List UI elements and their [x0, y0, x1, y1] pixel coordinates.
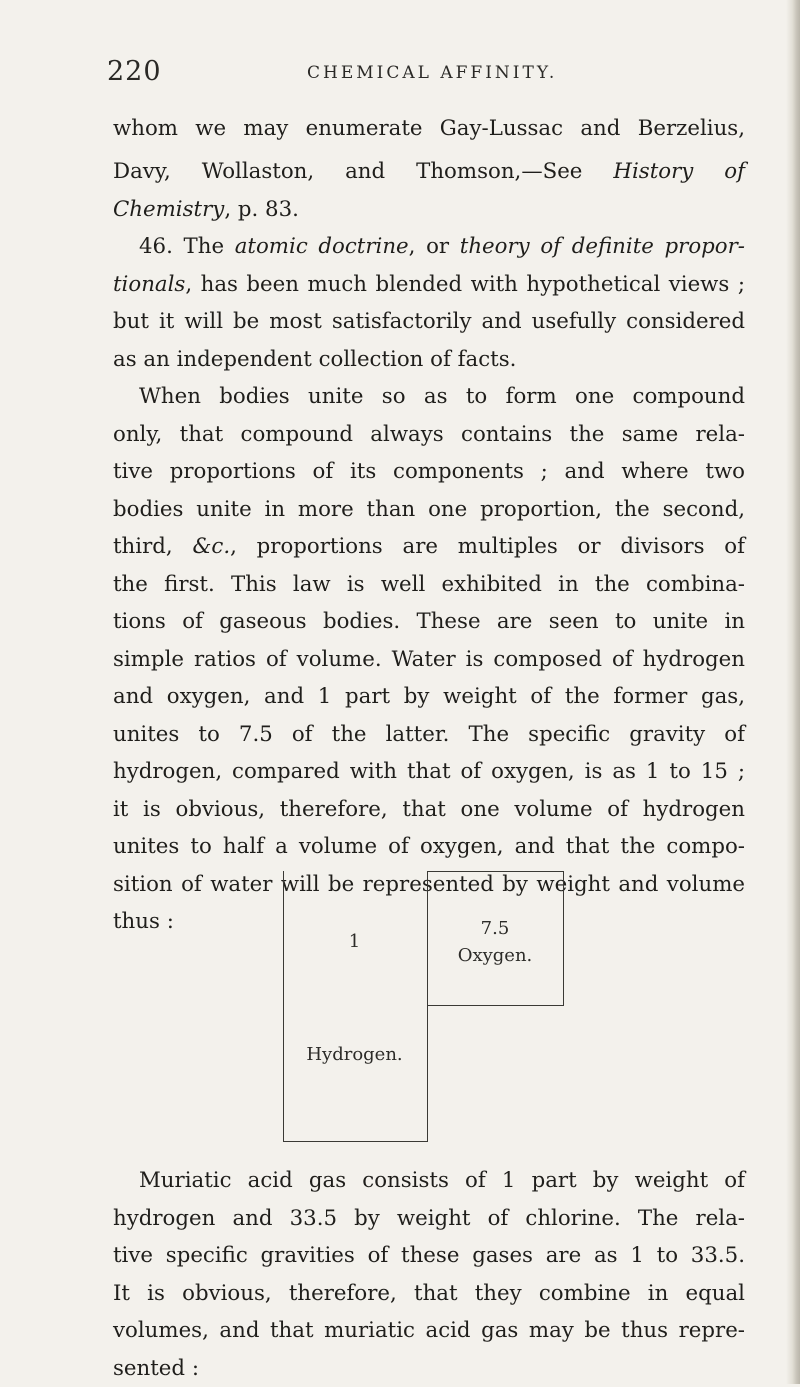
text-line: It is obvious, therefore, that they combine in equal [113, 1275, 745, 1313]
book-title-italic: History of [613, 159, 745, 184]
term-italic: theory of definite propor- [460, 234, 745, 259]
paragraph-muriatic-acid [113, 1162, 745, 1387]
oxygen-label: Oxygen. [427, 945, 563, 966]
text-line: sented : [113, 1350, 745, 1387]
text-line [113, 153, 745, 191]
hydrogen-label: Hydrogen. [283, 1044, 426, 1065]
text-line: simple ratios of volume. Water is composed of hydrogen [113, 641, 745, 679]
hydrogen-volume-box [283, 871, 428, 1142]
text-line: the first. This law is well exhibited in the combina- [113, 566, 745, 604]
text-line [113, 266, 745, 304]
text-line: unites to half a volume of oxygen, and that the compo- [113, 828, 745, 866]
page-edge [786, 0, 800, 1384]
text-line: Muriatic acid gas consists of 1 part by weight of [113, 1162, 745, 1200]
water-volume-diagram [283, 871, 595, 1147]
text-line: whom we may enumerate Gay-Lussac and Berzelius, [113, 110, 745, 148]
text-line: volumes, and that muriatic acid gas may be thus repre- [113, 1312, 745, 1350]
hydrogen-value: 1 [283, 931, 426, 952]
text-line: tive specific gravities of these gases are as 1 to 33.5. [113, 1237, 745, 1275]
text-line [113, 191, 745, 229]
term-italic: atomic doctrine [235, 234, 409, 259]
text-line: When bodies unite so as to form one compound [113, 378, 745, 416]
text-run: third, [113, 534, 192, 559]
page-header [107, 56, 741, 92]
text-line: only, that compound always contains the same rela- [113, 416, 745, 454]
running-title: CHEMICAL AFFINITY. [307, 63, 557, 83]
page-number: 220 [107, 56, 162, 87]
text-line: as an independent collection of facts. [113, 341, 745, 379]
abbreviation-italic: &c. [192, 534, 230, 559]
text-line: thus : [113, 903, 745, 941]
text-line: and oxygen, and 1 part by weight of the former gas, [113, 678, 745, 716]
text-line: but it will be most satisfactorily and usefully considered [113, 303, 745, 341]
term-italic: tionals [113, 272, 185, 297]
paragraph-46 [113, 153, 745, 941]
text-run: Davy, Wollaston, and Thomson,—See [113, 159, 613, 184]
paragraph-continued [113, 110, 745, 148]
text-run: , proportions are multiples or divisors of [230, 534, 745, 559]
text-line: tive proportions of its components ; and where two [113, 453, 745, 491]
text-line: sition of water will be represented by weight and volume [113, 866, 745, 904]
text-run: , has been much blended with hypothetical views ; [185, 272, 745, 297]
text-line: hydrogen, compared with that of oxygen, is as 1 to 15 ; [113, 753, 745, 791]
text-line: hydrogen and 33.5 by weight of chlorine. The rela- [113, 1200, 745, 1238]
book-title-italic: Chemistry [113, 197, 224, 222]
section-number: 46. The [139, 234, 235, 259]
text-line: tions of gaseous bodies. These are seen to unite in [113, 603, 745, 641]
text-run: , p. 83. [224, 197, 299, 222]
text-line: it is obvious, therefore, that one volume of hydrogen [113, 791, 745, 829]
text-line [113, 228, 745, 266]
text-run: , or [409, 234, 460, 259]
text-line [113, 528, 745, 566]
text-line: bodies unite in more than one proportion, the second, [113, 491, 745, 529]
oxygen-value: 7.5 [427, 918, 563, 939]
text-line: unites to 7.5 of the latter. The specific gravity of [113, 716, 745, 754]
